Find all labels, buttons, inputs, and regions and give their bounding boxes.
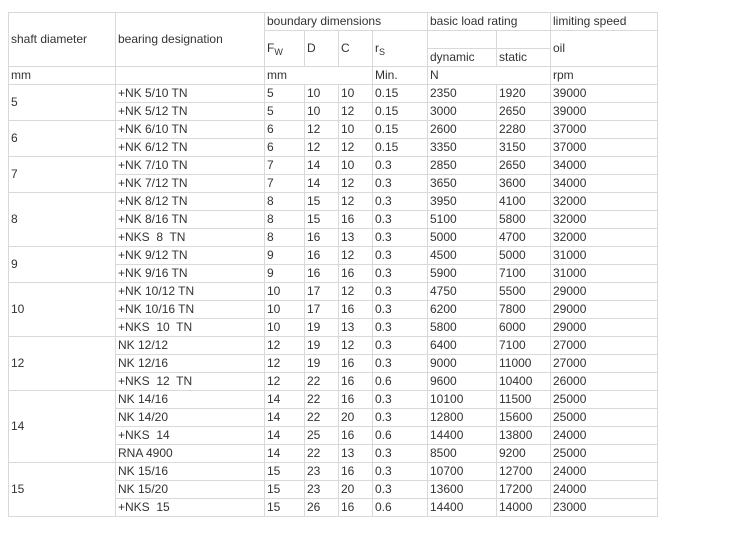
dynamic-cell: 14400 <box>428 427 497 445</box>
dynamic-cell: 10100 <box>428 391 497 409</box>
c-cell: 16 <box>339 463 373 481</box>
c-cell: 12 <box>339 193 373 211</box>
c-cell: 10 <box>339 121 373 139</box>
d-cell: 22 <box>305 409 339 427</box>
d-cell: 22 <box>305 445 339 463</box>
header-oil: oil <box>551 31 658 67</box>
dynamic-cell: 5900 <box>428 265 497 283</box>
unit-designation-blank <box>116 67 265 85</box>
oil-cell: 25000 <box>551 445 658 463</box>
dynamic-cell: 8500 <box>428 445 497 463</box>
unit-shaft: mm <box>9 67 116 85</box>
fw-cell: 15 <box>265 481 305 499</box>
oil-cell: 37000 <box>551 121 658 139</box>
oil-cell: 31000 <box>551 247 658 265</box>
static-cell: 3600 <box>497 175 551 193</box>
fw-cell: 6 <box>265 121 305 139</box>
rs-cell: 0.3 <box>373 265 428 283</box>
rs-cell: 0.3 <box>373 193 428 211</box>
shaft-diameter-cell: 14 <box>9 391 116 463</box>
oil-cell: 34000 <box>551 157 658 175</box>
designation-cell: +NK 7/10 TN <box>116 157 265 175</box>
shaft-diameter-cell: 10 <box>9 283 116 337</box>
fw-cell: 5 <box>265 85 305 103</box>
fw-cell: 9 <box>265 265 305 283</box>
static-cell: 5000 <box>497 247 551 265</box>
fw-cell: 14 <box>265 409 305 427</box>
rs-cell: 0.3 <box>373 355 428 373</box>
dynamic-cell: 13600 <box>428 481 497 499</box>
table-row <box>9 193 658 211</box>
oil-cell: 29000 <box>551 283 658 301</box>
fw-cell: 14 <box>265 427 305 445</box>
fw-cell: 8 <box>265 211 305 229</box>
dynamic-cell: 3950 <box>428 193 497 211</box>
oil-cell: 32000 <box>551 211 658 229</box>
oil-cell: 25000 <box>551 409 658 427</box>
header-shaft-diameter: shaft diameter <box>9 13 116 67</box>
rs-cell: 0.15 <box>373 85 428 103</box>
header-c: C <box>339 31 373 67</box>
static-cell: 11500 <box>497 391 551 409</box>
d-cell: 17 <box>305 283 339 301</box>
dynamic-cell: 9600 <box>428 373 497 391</box>
designation-cell: +NKS 14 <box>116 427 265 445</box>
table-row <box>9 283 658 301</box>
d-cell: 15 <box>305 211 339 229</box>
static-cell: 4700 <box>497 229 551 247</box>
static-cell: 7100 <box>497 265 551 283</box>
designation-cell: +NKS 12 TN <box>116 373 265 391</box>
header-static: static <box>497 49 551 67</box>
c-cell: 10 <box>339 85 373 103</box>
dynamic-cell: 10700 <box>428 463 497 481</box>
oil-cell: 25000 <box>551 391 658 409</box>
dynamic-cell: 6200 <box>428 301 497 319</box>
oil-cell: 24000 <box>551 463 658 481</box>
c-cell: 20 <box>339 481 373 499</box>
c-cell: 12 <box>339 283 373 301</box>
header-load-blank <box>428 31 497 49</box>
designation-cell: NK 15/20 <box>116 481 265 499</box>
fw-cell: 14 <box>265 391 305 409</box>
designation-cell: NK 12/12 <box>116 337 265 355</box>
static-cell: 3150 <box>497 139 551 157</box>
dynamic-cell: 2850 <box>428 157 497 175</box>
rs-cell: 0.3 <box>373 157 428 175</box>
header-dynamic: dynamic <box>428 49 497 67</box>
rs-cell: 0.6 <box>373 499 428 517</box>
fw-cell: 12 <box>265 337 305 355</box>
rs-cell: 0.3 <box>373 319 428 337</box>
dynamic-cell: 3000 <box>428 103 497 121</box>
static-cell: 10400 <box>497 373 551 391</box>
c-cell: 16 <box>339 427 373 445</box>
oil-cell: 39000 <box>551 103 658 121</box>
fw-cell: 5 <box>265 103 305 121</box>
oil-cell: 23000 <box>551 499 658 517</box>
d-cell: 19 <box>305 355 339 373</box>
header-rs-main: r <box>375 40 379 55</box>
c-cell: 16 <box>339 211 373 229</box>
d-cell: 23 <box>305 463 339 481</box>
d-cell: 12 <box>305 121 339 139</box>
d-cell: 19 <box>305 337 339 355</box>
static-cell: 2280 <box>497 121 551 139</box>
static-cell: 1920 <box>497 85 551 103</box>
header-rs <box>373 31 428 67</box>
c-cell: 16 <box>339 391 373 409</box>
fw-cell: 8 <box>265 229 305 247</box>
static-cell: 11000 <box>497 355 551 373</box>
dynamic-cell: 2350 <box>428 85 497 103</box>
designation-cell: +NKS 15 <box>116 499 265 517</box>
units-row <box>9 67 658 85</box>
rs-cell: 0.3 <box>373 337 428 355</box>
oil-cell: 32000 <box>551 193 658 211</box>
table-row <box>9 391 658 409</box>
rs-cell: 0.3 <box>373 247 428 265</box>
d-cell: 19 <box>305 319 339 337</box>
rs-cell: 0.6 <box>373 373 428 391</box>
d-cell: 22 <box>305 373 339 391</box>
c-cell: 20 <box>339 409 373 427</box>
fw-cell: 12 <box>265 373 305 391</box>
oil-cell: 37000 <box>551 139 658 157</box>
static-cell: 7800 <box>497 301 551 319</box>
static-cell: 13800 <box>497 427 551 445</box>
static-cell: 4100 <box>497 193 551 211</box>
header-bearing-designation: bearing designation <box>116 13 265 67</box>
fw-cell: 10 <box>265 283 305 301</box>
table-row <box>9 247 658 265</box>
static-cell: 14000 <box>497 499 551 517</box>
shaft-diameter-cell: 7 <box>9 157 116 193</box>
unit-load: N <box>428 67 551 85</box>
table-row <box>9 121 658 139</box>
dynamic-cell: 2600 <box>428 121 497 139</box>
unit-dimensions: mm <box>265 67 373 85</box>
dynamic-cell: 14400 <box>428 499 497 517</box>
fw-cell: 10 <box>265 319 305 337</box>
header-rs-sub: S <box>379 46 386 57</box>
static-cell: 7100 <box>497 337 551 355</box>
table-header <box>9 13 658 85</box>
fw-cell: 9 <box>265 247 305 265</box>
d-cell: 23 <box>305 481 339 499</box>
rs-cell: 0.3 <box>373 283 428 301</box>
static-cell: 6000 <box>497 319 551 337</box>
fw-cell: 12 <box>265 355 305 373</box>
c-cell: 16 <box>339 265 373 283</box>
static-cell: 9200 <box>497 445 551 463</box>
d-cell: 26 <box>305 499 339 517</box>
c-cell: 12 <box>339 175 373 193</box>
oil-cell: 32000 <box>551 229 658 247</box>
d-cell: 12 <box>305 139 339 157</box>
rs-cell: 0.3 <box>373 211 428 229</box>
dynamic-cell: 4500 <box>428 247 497 265</box>
designation-cell: +NK 10/12 TN <box>116 283 265 301</box>
oil-cell: 31000 <box>551 265 658 283</box>
dynamic-cell: 5800 <box>428 319 497 337</box>
d-cell: 16 <box>305 247 339 265</box>
designation-cell: +NK 5/12 TN <box>116 103 265 121</box>
rs-cell: 0.15 <box>373 121 428 139</box>
dynamic-cell: 3350 <box>428 139 497 157</box>
c-cell: 12 <box>339 139 373 157</box>
rs-cell: 0.3 <box>373 445 428 463</box>
designation-cell: +NK 10/16 TN <box>116 301 265 319</box>
rs-cell: 0.3 <box>373 301 428 319</box>
static-cell: 15600 <box>497 409 551 427</box>
table-row <box>9 157 658 175</box>
fw-cell: 7 <box>265 157 305 175</box>
fw-cell: 15 <box>265 463 305 481</box>
oil-cell: 26000 <box>551 373 658 391</box>
oil-cell: 24000 <box>551 427 658 445</box>
d-cell: 22 <box>305 391 339 409</box>
unit-speed: rpm <box>551 67 658 85</box>
d-cell: 17 <box>305 301 339 319</box>
dynamic-cell: 5000 <box>428 229 497 247</box>
c-cell: 10 <box>339 157 373 175</box>
shaft-diameter-cell: 12 <box>9 337 116 391</box>
oil-cell: 34000 <box>551 175 658 193</box>
rs-cell: 0.15 <box>373 103 428 121</box>
c-cell: 12 <box>339 337 373 355</box>
rs-cell: 0.3 <box>373 409 428 427</box>
designation-cell: +NK 6/12 TN <box>116 139 265 157</box>
static-cell: 2650 <box>497 157 551 175</box>
header-basic-load-rating: basic load rating <box>428 13 551 31</box>
rs-cell: 0.3 <box>373 481 428 499</box>
d-cell: 10 <box>305 85 339 103</box>
static-cell: 2650 <box>497 103 551 121</box>
oil-cell: 29000 <box>551 301 658 319</box>
d-cell: 16 <box>305 265 339 283</box>
shaft-diameter-cell: 8 <box>9 193 116 247</box>
shaft-diameter-cell: 6 <box>9 121 116 157</box>
c-cell: 12 <box>339 247 373 265</box>
d-cell: 25 <box>305 427 339 445</box>
c-cell: 16 <box>339 499 373 517</box>
unit-rs: Min. <box>373 67 428 85</box>
oil-cell: 27000 <box>551 355 658 373</box>
static-cell: 17200 <box>497 481 551 499</box>
dynamic-cell: 6400 <box>428 337 497 355</box>
rs-cell: 0.3 <box>373 463 428 481</box>
designation-cell: NK 14/20 <box>116 409 265 427</box>
rs-cell: 0.3 <box>373 175 428 193</box>
designation-cell: NK 14/16 <box>116 391 265 409</box>
header-fw-main: F <box>267 40 275 55</box>
bearing-spec-table <box>8 12 658 517</box>
designation-cell: RNA 4900 <box>116 445 265 463</box>
rs-cell: 0.3 <box>373 391 428 409</box>
oil-cell: 24000 <box>551 481 658 499</box>
header-fw-sub: W <box>274 46 283 57</box>
d-cell: 16 <box>305 229 339 247</box>
fw-cell: 15 <box>265 499 305 517</box>
fw-cell: 14 <box>265 445 305 463</box>
designation-cell: +NK 8/16 TN <box>116 211 265 229</box>
fw-cell: 7 <box>265 175 305 193</box>
d-cell: 14 <box>305 157 339 175</box>
shaft-diameter-cell: 5 <box>9 85 116 121</box>
header-fw <box>265 31 305 67</box>
c-cell: 16 <box>339 301 373 319</box>
header-boundary-dimensions: boundary dimensions <box>265 13 428 31</box>
c-cell: 13 <box>339 229 373 247</box>
header-load-blank-2 <box>497 31 551 49</box>
c-cell: 12 <box>339 103 373 121</box>
table-row <box>9 85 658 103</box>
fw-cell: 6 <box>265 139 305 157</box>
table-body <box>9 85 658 517</box>
c-cell: 16 <box>339 373 373 391</box>
static-cell: 5500 <box>497 283 551 301</box>
c-cell: 13 <box>339 445 373 463</box>
designation-cell: +NKS 8 TN <box>116 229 265 247</box>
c-cell: 16 <box>339 355 373 373</box>
dynamic-cell: 4750 <box>428 283 497 301</box>
static-cell: 12700 <box>497 463 551 481</box>
d-cell: 14 <box>305 175 339 193</box>
table-row <box>9 463 658 481</box>
dynamic-cell: 5100 <box>428 211 497 229</box>
static-cell: 5800 <box>497 211 551 229</box>
rs-cell: 0.6 <box>373 427 428 445</box>
table-row <box>9 337 658 355</box>
dynamic-cell: 3650 <box>428 175 497 193</box>
designation-cell: NK 12/16 <box>116 355 265 373</box>
designation-cell: +NK 9/16 TN <box>116 265 265 283</box>
oil-cell: 29000 <box>551 319 658 337</box>
header-limiting-speed: limiting speed <box>551 13 658 31</box>
designation-cell: +NK 5/10 TN <box>116 85 265 103</box>
rs-cell: 0.15 <box>373 139 428 157</box>
d-cell: 10 <box>305 103 339 121</box>
oil-cell: 39000 <box>551 85 658 103</box>
fw-cell: 8 <box>265 193 305 211</box>
c-cell: 13 <box>339 319 373 337</box>
fw-cell: 10 <box>265 301 305 319</box>
designation-cell: +NKS 10 TN <box>116 319 265 337</box>
oil-cell: 27000 <box>551 337 658 355</box>
shaft-diameter-cell: 15 <box>9 463 116 517</box>
shaft-diameter-cell: 9 <box>9 247 116 283</box>
header-d: D <box>305 31 339 67</box>
dynamic-cell: 12800 <box>428 409 497 427</box>
designation-cell: NK 15/16 <box>116 463 265 481</box>
dynamic-cell: 9000 <box>428 355 497 373</box>
designation-cell: +NK 7/12 TN <box>116 175 265 193</box>
d-cell: 15 <box>305 193 339 211</box>
designation-cell: +NK 8/12 TN <box>116 193 265 211</box>
designation-cell: +NK 6/10 TN <box>116 121 265 139</box>
designation-cell: +NK 9/12 TN <box>116 247 265 265</box>
rs-cell: 0.3 <box>373 229 428 247</box>
